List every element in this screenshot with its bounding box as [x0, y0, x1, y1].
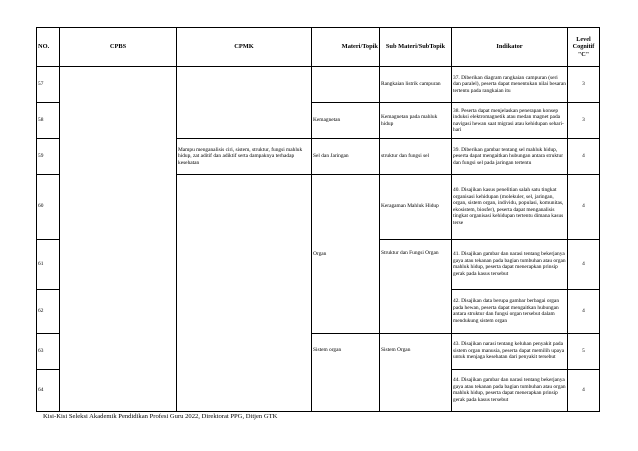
materi-cell: Organ	[312, 174, 380, 333]
level-cell: 4	[568, 290, 600, 333]
level-cell: 3	[568, 67, 600, 103]
materi-cell: Sel dan Jaringan	[312, 139, 380, 175]
materi-cell-empty	[312, 67, 380, 103]
sub-materi-cell: struktur dan fungsi sel	[380, 139, 452, 175]
materi-cell: Kemagnetan	[312, 103, 380, 139]
indikator-cell: 37. Diberikan diagram rangkaian campuran (seri dan paralel), peserta dapat menentukan nilai besaran tertentu pada rangkaian itu	[452, 67, 568, 103]
header-level: Level Cognitif "C"	[568, 28, 600, 67]
row-number: 62	[37, 290, 60, 333]
header-cpmk: CPMK	[177, 28, 312, 67]
cpmk-cell: Mampu menganalisis ciri, sistem, struktur, fungsi mahluk hidup, zat aditif dan adiktif serta dampaknya terhadap kesehatan	[177, 139, 312, 175]
row-number: 64	[37, 369, 60, 411]
row-number: 63	[37, 333, 60, 369]
header-sub-materi: Sub Materi/SubTopik	[380, 28, 452, 67]
header-indikator: Indikator	[452, 28, 568, 67]
row-number: 57	[37, 67, 60, 103]
sub-materi-cell: Keragaman Mahluk Hidup	[380, 174, 452, 239]
indikator-cell: 42. Disajikan data berupa gambar berbagai organ pada hewan, peserta dapat mengaitkan hubungan antara struktur dan fungsi organ tersebut dalam mendukung sistem organ	[452, 290, 568, 333]
sub-materi-cell: Struktur dan Fungsi Organ	[380, 239, 452, 333]
cpmk-cell-empty	[177, 67, 312, 139]
row-number: 59	[37, 139, 60, 175]
header-materi: Materi/Topik	[312, 28, 380, 67]
indikator-cell: 44. Disajikan gambar dan narasi tentang bekerjanya gaya atau tekanan pada bagian tumbuhan atau organ mahluk hidup, peserta dapat menerapkan prinsip gerak pada kasus tersebut	[452, 369, 568, 411]
level-cell: 4	[568, 239, 600, 290]
level-cell: 4	[568, 369, 600, 411]
cpmk-cell-empty	[177, 174, 312, 411]
level-cell: 4	[568, 139, 600, 175]
cpbs-cell	[60, 67, 177, 412]
row-number: 61	[37, 239, 60, 290]
header-no: NO.	[37, 28, 60, 67]
page-footer: Kisi-Kisi Seleksi Akademik Pendidikan Profesi Guru 2022, Direktorat PPG, Ditjen GTK	[43, 413, 278, 420]
sub-materi-cell: Kemagnetan pada mahluk hidup	[380, 103, 452, 139]
sub-materi-cell: Sistem Organ	[380, 333, 452, 411]
row-number: 58	[37, 103, 60, 139]
level-cell: 5	[568, 333, 600, 369]
sub-materi-cell: Rangkaian listrik campuran	[380, 67, 452, 103]
level-cell: 3	[568, 103, 600, 139]
header-row	[37, 28, 600, 67]
table-row	[37, 67, 600, 103]
kisi-kisi-table	[36, 27, 600, 412]
indikator-cell: 41. Disajikan gambar dan narasi tentang bekerjanya gaya atau tekanan pada bagian tumbuhan atau organ mahluk hidup, peserta dapat menerapkan prinsip gerak pada kasus tersebut	[452, 239, 568, 290]
indikator-cell: 39. Diberikan gambar tentang sel mahluk hidup, peserta dapat mengaitkan hubungan antara struktur dan fungsi sel pada jaringan tertentu	[452, 139, 568, 175]
materi-cell: Sistem organ	[312, 333, 380, 411]
level-cell: 4	[568, 174, 600, 239]
header-cpbs: CPBS	[60, 28, 177, 67]
indikator-cell: 40. Disajikan kasus penelitian salah satu tingkat organisasi kehidupan (molekuler, sel, jaringan, organ, sistem organ, individu, populasi, komunitas, ekosistem, biosfer), peserta dapat menganalisis tingkat organisasi kehidupan tertentu dimana kasus terse	[452, 174, 568, 239]
indikator-cell: 43. Disajikan narasi tentang keluhan penyakit pada sistem organ manusia, peserta dapat memilih upaya untuk menjaga kesehatan dari penyakit tersebut	[452, 333, 568, 369]
row-number: 60	[37, 174, 60, 239]
indikator-cell: 38. Peserta dapat menjelaskan penerapan konsep induksi elektromagnetik atau medan magnet pada navigasi hewan saat migrasi atau kehidupan sehari-hari	[452, 103, 568, 139]
